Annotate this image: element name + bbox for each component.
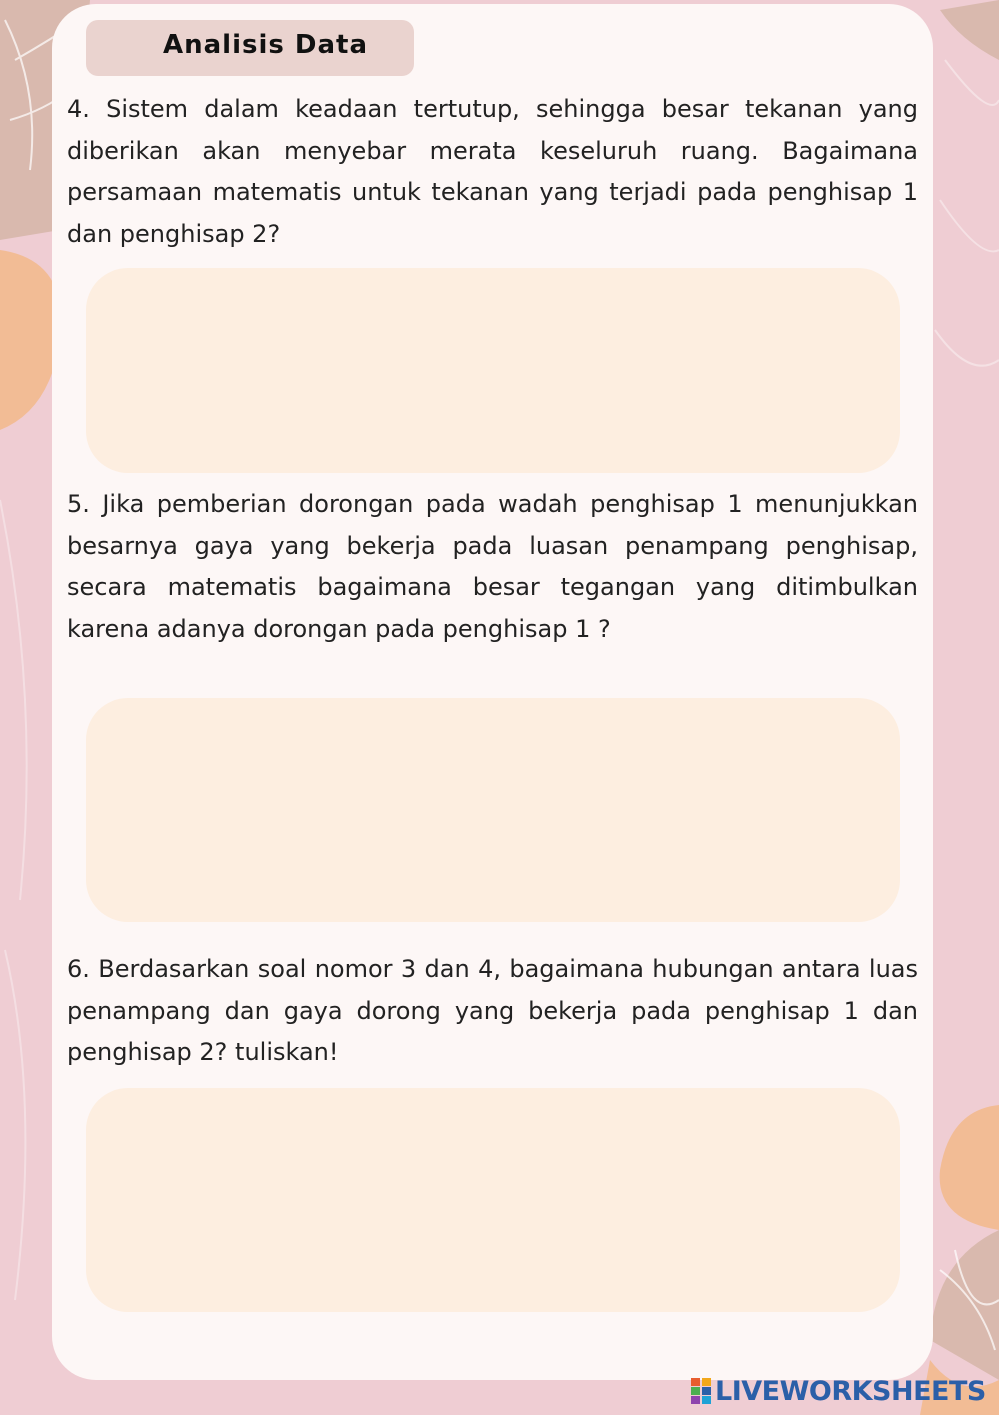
peach-blob-right	[940, 1105, 999, 1230]
brand-text: LIVEWORKSHEETS	[715, 1375, 986, 1407]
section-title: Analisis Data	[163, 30, 369, 60]
answer-box-4[interactable]	[86, 268, 900, 473]
answer-box-6[interactable]	[86, 1088, 900, 1312]
brand-watermark	[691, 1374, 986, 1408]
question-4-text: 4. Sistem dalam keadaan tertutup, sehingga besar tekanan yang diberikan akan menyebar merata keseluruh ruang. Bagaimana persamaan matematis untuk tekanan yang terjadi pada penghisap 1 dan penghisap 2?	[67, 95, 918, 248]
question-5-text: 5. Jika pemberian dorongan pada wadah penghisap 1 menunjukkan besarnya gaya yang bekerja pada luasan penampang penghisap, secara matematis bagaimana besar tegangan yang ditimbulkan karena adanya dorongan pada penghisap 1 ?	[67, 490, 918, 643]
liveworksheets-logo-icon	[691, 1378, 711, 1404]
question-6-text: 6. Berdasarkan soal nomor 3 dan 4, bagaimana hubungan antara luas penampang dan gaya dorong yang bekerja pada penghisap 1 dan penghisap 2? tuliskan!	[67, 955, 918, 1066]
answer-box-5[interactable]	[86, 698, 900, 922]
